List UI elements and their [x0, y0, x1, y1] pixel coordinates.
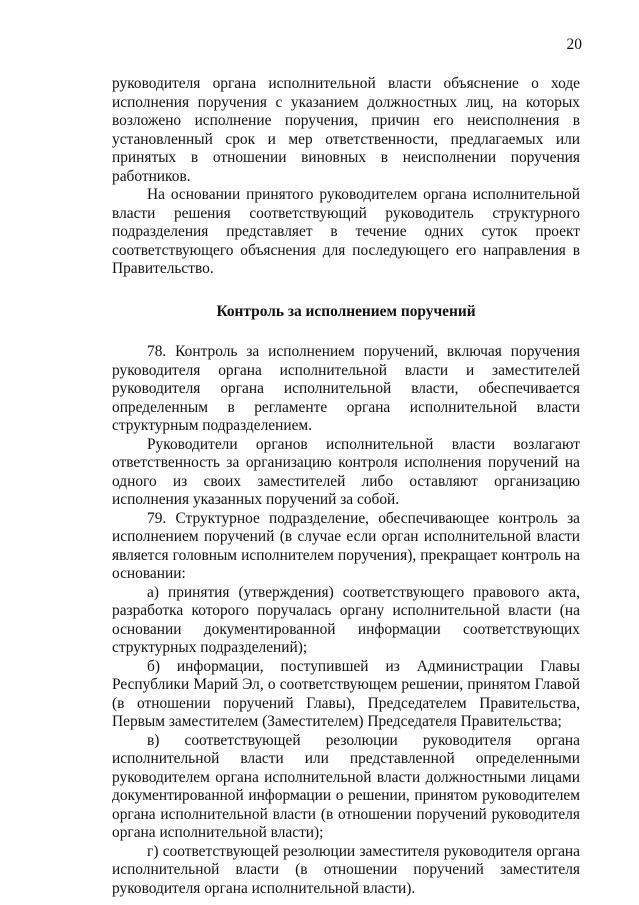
paragraph-79-b: б) информации, поступившей из Администрации Главы Республики Марий Эл, о соответствующем решении, принятом Главой (в отношении поручений Главы), Председателем Правительства, Первым заместителем (Заместителем) Председателя Правительства;: [112, 657, 580, 730]
section-heading: Контроль за исполнением поручений: [216, 302, 476, 320]
paragraph-79-v: в) соответствующей резолюции руководителя органа исполнительной власти или представленной определенными руководителем органа исполнительной власти должностными лицами документированной информации о решении, принятом руководителем органа исполнительной власти (в отношении поручений руководителя органа исполнительной власти);: [112, 731, 580, 841]
page-number: 20: [566, 36, 582, 53]
paragraph-heads-responsibility: Руководители органов исполнительной власти возлагают ответственность за организацию контроля исполнения поручений на одного из своих заместителей либо оставляют организацию исполнения указанных поручений за собой.: [112, 435, 580, 508]
document-body: [112, 75, 580, 898]
paragraph-continuation: руководителя органа исполнительной власти объяснение о ходе исполнения поручения с указанием должностных лиц, на которых возложено исполнение поручения, причин его неисполнения в установленный срок и мер ответственности, предлагаемых или принятых в отношении виновных в неисполнении поручения работников.: [112, 75, 580, 185]
paragraph-78: 78. Контроль за исполнением поручений, включая поручения руководителя органа исполнительной власти и заместителей руководителя органа исполнительной власти, обеспечивается определенным в регламенте органа исполнительной власти структурным подразделением.: [112, 343, 580, 434]
paragraph-79-g: г) соответствующей резолюции заместителя руководителя органа исполнительной власти (в отношении поручений заместителя руководителя органа исполнительной власти).: [112, 842, 580, 897]
paragraph-79-a: а) принятия (утверждения) соответствующего правового акта, разработка которого поручалась органу исполнительной власти (на основании документированной информации соответствующих структурных подразделений);: [112, 583, 580, 656]
paragraph-79: 79. Структурное подразделение, обеспечивающее контроль за исполнением поручений (в случае если орган исполнительной власти является головным исполнителем поручения), прекращает контроль на основании:: [112, 509, 580, 582]
paragraph-decision: На основании принятого руководителем органа исполнительной власти решения соответствующий руководитель структурного подразделения представляет в течение одних суток проект соответствующего объяснения для последующего его направления в Правительство.: [112, 186, 580, 277]
